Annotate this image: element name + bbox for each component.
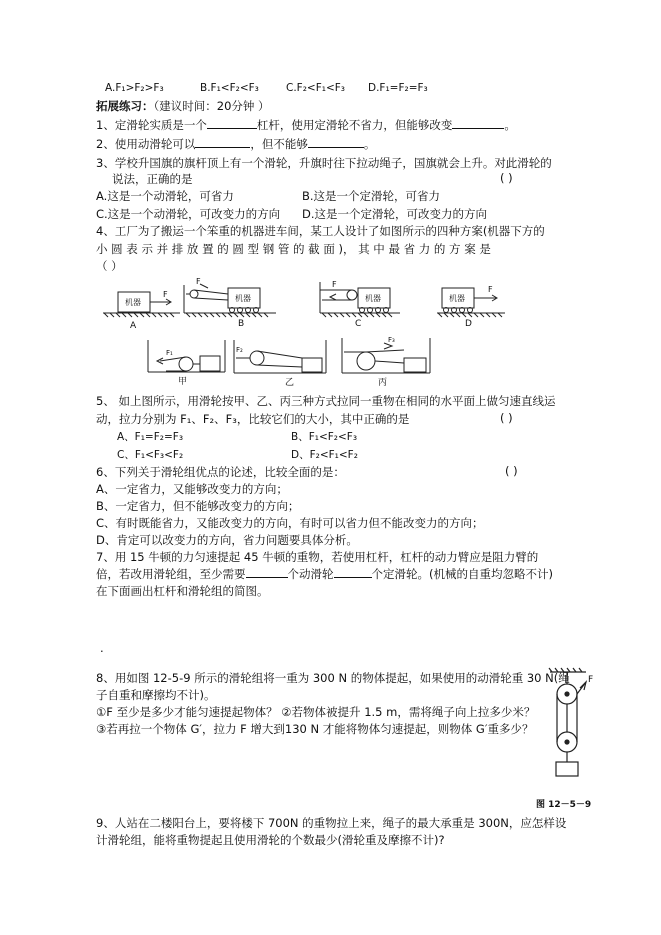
- q8-line-2: 子自重和摩擦均不计)。: [96, 688, 216, 702]
- top-option-b: B.F₁<F₂<F₃: [200, 82, 259, 94]
- machine-label-b: 机器: [235, 294, 251, 303]
- top-option-d: D.F₁=F₂=F₃: [368, 82, 428, 94]
- figure-label-jia: 甲: [178, 377, 188, 387]
- q6-option-c: C、有时既能省力，又能改变力的方向，有时可以省力但不能改变力的方向；: [96, 516, 484, 530]
- q2-text-b: ，但不能够: [250, 137, 308, 151]
- q3-option-a: A.这是一个动滑轮，可省力: [96, 189, 234, 203]
- machine-label-c: 机器: [365, 294, 381, 303]
- stray-dot: .: [100, 641, 104, 655]
- load-block: [556, 762, 578, 776]
- q5-option-c: C、F₁<F₃<F₂: [117, 449, 184, 461]
- section-heading: [96, 98, 270, 114]
- q6-option-a: A、一定省力，又能够改变力的方向；: [96, 482, 288, 496]
- q2-blank-1: [195, 136, 250, 148]
- force-label-bing: F₃: [388, 336, 395, 344]
- top-option-c: C.F₂<F₁<F₃: [286, 82, 346, 94]
- scheme-label-b: B: [238, 319, 245, 329]
- q8-line-4: ③若再拉一个物体 G′，拉力 F 增大到130 N 才能将物体匀速提起，则物体 G′重多少？: [96, 722, 534, 736]
- top-option-a: A.F₁>F₂>F₃: [105, 82, 164, 94]
- q6-option-b: B、一定省力，但不能够改变力的方向；: [96, 499, 300, 513]
- q3-answer-paren: ( ): [500, 171, 513, 185]
- q3-stem-2: 说法，正确的是: [112, 172, 193, 186]
- q5-answer-paren: ( ): [500, 411, 513, 425]
- scheme-a: [103, 292, 180, 317]
- q1-blank-2: [452, 117, 504, 129]
- q5-option-d: D、F₂<F₁<F₂: [291, 449, 358, 461]
- q7-line-3: 在下面画出杠杆和滑轮组的简图。: [96, 584, 269, 598]
- machine-label-d: 机器: [449, 294, 465, 303]
- q1-text-b: 杠杆，使用定滑轮不省力，但能够改变: [256, 118, 453, 132]
- figure-label-bing: 丙: [378, 378, 388, 388]
- q4-answer-paren: （ ）: [96, 259, 123, 273]
- q2-blank-2: [308, 136, 364, 148]
- scheme-label-d: D: [465, 319, 472, 329]
- q1-text-c: 。: [504, 118, 516, 132]
- q3-option-b: B.这是一个定滑轮，可省力: [302, 189, 441, 203]
- q1-blank-1: [207, 117, 257, 129]
- q3-option-c: C.这是一个动滑轮，可改变力的方向: [96, 207, 281, 221]
- q8-figure-caption: 图 12－5－9: [536, 800, 592, 810]
- figure-yi: [234, 340, 326, 373]
- force-label-c: F: [332, 280, 337, 289]
- pulley-bing: [357, 352, 375, 370]
- figure-bing: [342, 338, 430, 373]
- scheme-b: [184, 284, 276, 317]
- pulley-c: [347, 290, 357, 300]
- pulley-b: [190, 290, 198, 298]
- q5-option-a: A、F₁=F₂=F₃: [117, 431, 184, 443]
- q2-text-a: 2、使用动滑轮可以: [96, 137, 196, 151]
- q7-blank-2: [334, 566, 372, 578]
- q7-blank-1: [246, 566, 288, 578]
- pulley-yi: [250, 351, 264, 365]
- q7-text-c: 个定滑轮。(机械的自重均忽略不计): [371, 567, 553, 581]
- q7-line-1: 7、用 15 牛顿的力匀速提起 45 牛顿的重物，若使用杠杆，杠杆的动力臂应是阻力臂的: [96, 550, 539, 564]
- q5-stem-2: 动，拉力分别为 F₁、F₂、F₃，比较它们的大小，其中正确的是: [96, 412, 410, 426]
- q8-pulley-figure: [530, 668, 630, 808]
- section-time: （建议时间：20分钟 ）: [153, 99, 270, 113]
- scheme-label-c: C: [355, 319, 362, 329]
- question-1: [96, 117, 516, 133]
- q6-answer-paren: ( ): [505, 464, 518, 478]
- q2-text-c: 。: [363, 137, 376, 151]
- q5-stem-1: 5、 如上图所示，用滑轮按甲、乙、丙三种方式拉同一重物在相同的水平面上做匀速直线运: [96, 394, 556, 408]
- scheme-d: [437, 288, 505, 317]
- q1-text-a: 1、定滑轮实质是一个: [96, 118, 207, 132]
- q8-line-1: 8、用如图 12-5-9 所示的滑轮组将一重为 300 N 的物体提起，如果使用的动滑轮重 30 N(绳: [96, 671, 570, 685]
- force-label-jia: F₁: [166, 349, 173, 357]
- section-title: 拓展练习：: [96, 99, 154, 113]
- force-label-a: F: [163, 290, 168, 299]
- q4-stem-1: 4、工厂为了搬运一个笨重的机器进车间，某工人设计了如图所示的四种方案(机器下方的: [96, 224, 545, 238]
- q7-text-a: 倍，若改用滑轮组，至少需要: [96, 567, 246, 581]
- figure-jia: [148, 340, 225, 372]
- question-2: [96, 136, 375, 152]
- q4-stem-2: 小 圆 表 示 并 排 放 置 的 圆 型 钢 管 的 截 面 )， 其 中 最 省 力 的 方 案 是: [96, 242, 491, 256]
- scheme-label-a: A: [130, 321, 137, 331]
- force-label-d: F: [488, 285, 493, 294]
- q6-stem: 6、下列关于滑轮组优点的论述，比较全面的是：: [96, 465, 345, 479]
- q8-line-3: ①F 至少是多少才能匀速提起物体？ ②若物体被提升 1.5 m，需将绳子向上拉多少米？: [96, 705, 536, 719]
- q7-text-b: 个动滑轮: [287, 567, 334, 581]
- q8-force-label: F: [588, 675, 594, 685]
- figure-label-yi: 乙: [285, 378, 295, 388]
- q9-line-1: 9、人站在二楼阳台上，要将楼下 700N 的重物拉上来，绳子的最大承重是 300N，应怎样设: [96, 816, 567, 830]
- q5-option-b: B、F₁<F₂<F₃: [291, 431, 358, 443]
- q9-line-2: 计滑轮组，能将重物提起且使用滑轮的个数最少(滑轮重及摩擦不计)?: [96, 833, 445, 847]
- q3-stem-1: 3、学校升国旗的旗杆顶上有一个滑轮，升旗时往下拉动绳子，国旗就会上升。对此滑轮的: [96, 156, 552, 170]
- machine-label-a: 机器: [125, 298, 141, 307]
- q7-line-2: [96, 566, 553, 582]
- q3-option-d: D.这是一个定滑轮，可改变力的方向: [302, 207, 488, 221]
- force-label-yi: F₂: [236, 346, 243, 354]
- pulley-jia: [179, 357, 193, 371]
- force-label-b: F: [196, 277, 201, 286]
- q6-option-d: D、肯定可以改变力的方向，省力问题要具体分析。: [96, 533, 358, 547]
